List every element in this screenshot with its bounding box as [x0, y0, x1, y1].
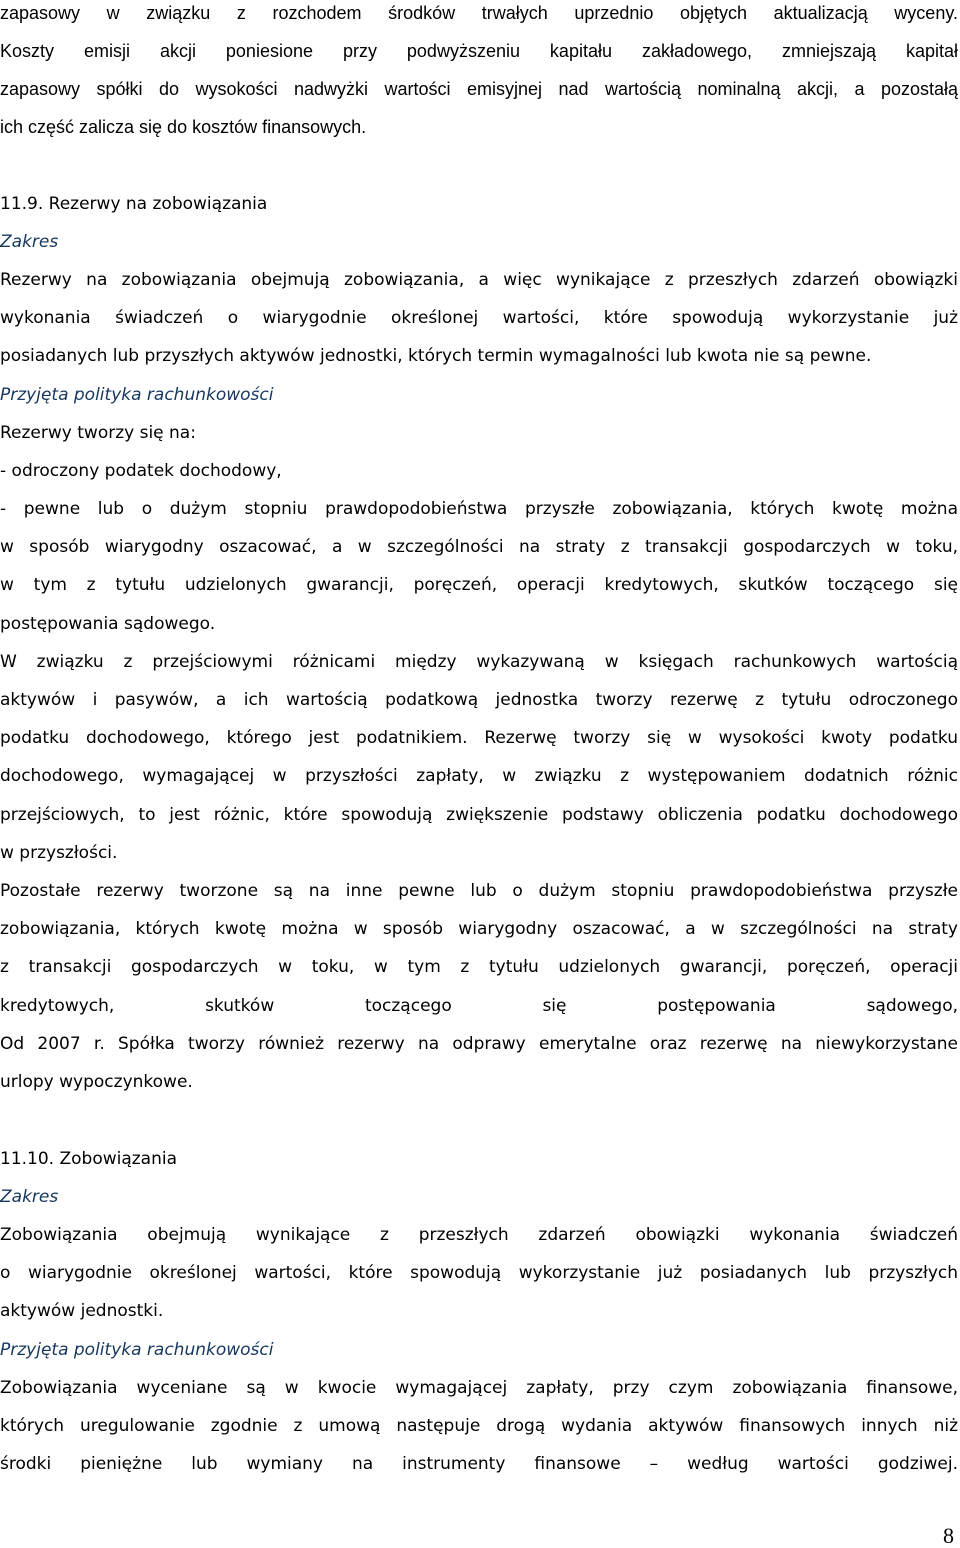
policy-line: w sposób wiarygodny oszacować, a w szczególności na straty z transakcji gospodarczych w toku, — [0, 537, 958, 557]
scope-line: Zobowiązania obejmują wynikające z przeszłych zdarzeń obowiązki wykonania świadczeń — [0, 1225, 958, 1245]
policy-line: Pozostałe rezerwy tworzone są na inne pewne lub o dużym stopniu prawdopodobieństwa przyszłe — [0, 881, 958, 901]
intro-line: zapasowy spółki do wysokości nadwyżki wartości emisyjnej nad wartością nominalną akcji, a pozostałą — [0, 79, 958, 99]
policy-line: Od 2007 r. Spółka tworzy również rezerwy na odprawy emerytalne oraz rezerwę na niewykorzystane — [0, 1034, 958, 1054]
policy-line: zobowiązania, których kwotę można w sposób wiarygodny oszacować, a w szczególności na straty — [0, 919, 958, 939]
page-number: 8 — [943, 1523, 954, 1548]
policy-line: Rezerwy tworzy się na: — [0, 423, 196, 443]
section-heading-11-10: 11.10. Zobowiązania — [0, 1149, 178, 1169]
policy-line: podatku dochodowego, którego jest podatnikiem. Rezerwę tworzy się w wysokości kwoty podatku — [0, 728, 958, 748]
intro-line: Koszty emisji akcji poniesione przy podwyższeniu kapitału zakładowego, zmniejszają kapitał — [0, 41, 958, 61]
policy-line: dochodowego, wymagającej w przyszłości zapłaty, w związku z występowaniem dodatnich różnic — [0, 766, 958, 786]
scope-line: o wiarygodnie określonej wartości, które spowodują wykorzystanie już posiadanych lub przyszłych — [0, 1263, 958, 1283]
policy-line: w przyszłości. — [0, 843, 118, 863]
policy-line: - odroczony podatek dochodowy, — [0, 461, 282, 481]
policy-line: - pewne lub o dużym stopniu prawdopodobieństwa przyszłe zobowiązania, których kwotę można — [0, 499, 958, 519]
policy-line: kredytowych, skutków toczącego się postępowania sądowego, — [0, 996, 958, 1016]
policy-label: Przyjęta polityka rachunkowości — [0, 385, 274, 405]
scope-line: wykonania świadczeń o wiarygodnie określonej wartości, które spowodują wykorzystanie już — [0, 308, 958, 328]
scope-label: Zakres — [0, 232, 59, 252]
section-heading-11-9: 11.9. Rezerwy na zobowiązania — [0, 194, 268, 214]
scope-line: posiadanych lub przyszłych aktywów jednostki, których termin wymagalności lub kwota nie są pewne. — [0, 346, 872, 366]
policy-line: z transakcji gospodarczych w toku, w tym z tytułu udzielonych gwarancji, poręczeń, operacji — [0, 957, 958, 977]
intro-line: zapasowy w związku z rozchodem środków trwałych uprzednio objętych aktualizacją wyceny. — [0, 3, 958, 23]
policy-line: Zobowiązania wyceniane są w kwocie wymagającej zapłaty, przy czym zobowiązania finansowe, — [0, 1378, 958, 1398]
policy-line: w tym z tytułu udzielonych gwarancji, poręczeń, operacji kredytowych, skutków toczącego się — [0, 575, 958, 595]
policy-line: aktywów i pasywów, a ich wartością podatkową jednostka tworzy rezerwę z tytułu odroczonego — [0, 690, 958, 710]
policy-line: urlopy wypoczynkowe. — [0, 1072, 193, 1092]
intro-line: ich część zalicza się do kosztów finansowych. — [0, 117, 367, 137]
policy-line: postępowania sądowego. — [0, 614, 216, 634]
policy-line: których uregulowanie zgodnie z umową następuje drogą wydania aktywów finansowych innych niż — [0, 1416, 958, 1436]
scope-line: Rezerwy na zobowiązania obejmują zobowiązania, a więc wynikające z przeszłych zdarzeń obowiązki — [0, 270, 958, 290]
policy-line: przejściowych, to jest różnic, które spowodują zwiększenie podstawy obliczenia podatku dochodowego — [0, 805, 958, 825]
policy-label: Przyjęta polityka rachunkowości — [0, 1340, 274, 1360]
policy-line: W związku z przejściowymi różnicami między wykazywaną w księgach rachunkowych wartością — [0, 652, 958, 672]
policy-line: środki pieniężne lub wymiany na instrumenty finansowe – według wartości godziwej. — [0, 1454, 958, 1474]
scope-line: aktywów jednostki. — [0, 1301, 164, 1321]
scope-label: Zakres — [0, 1187, 59, 1207]
